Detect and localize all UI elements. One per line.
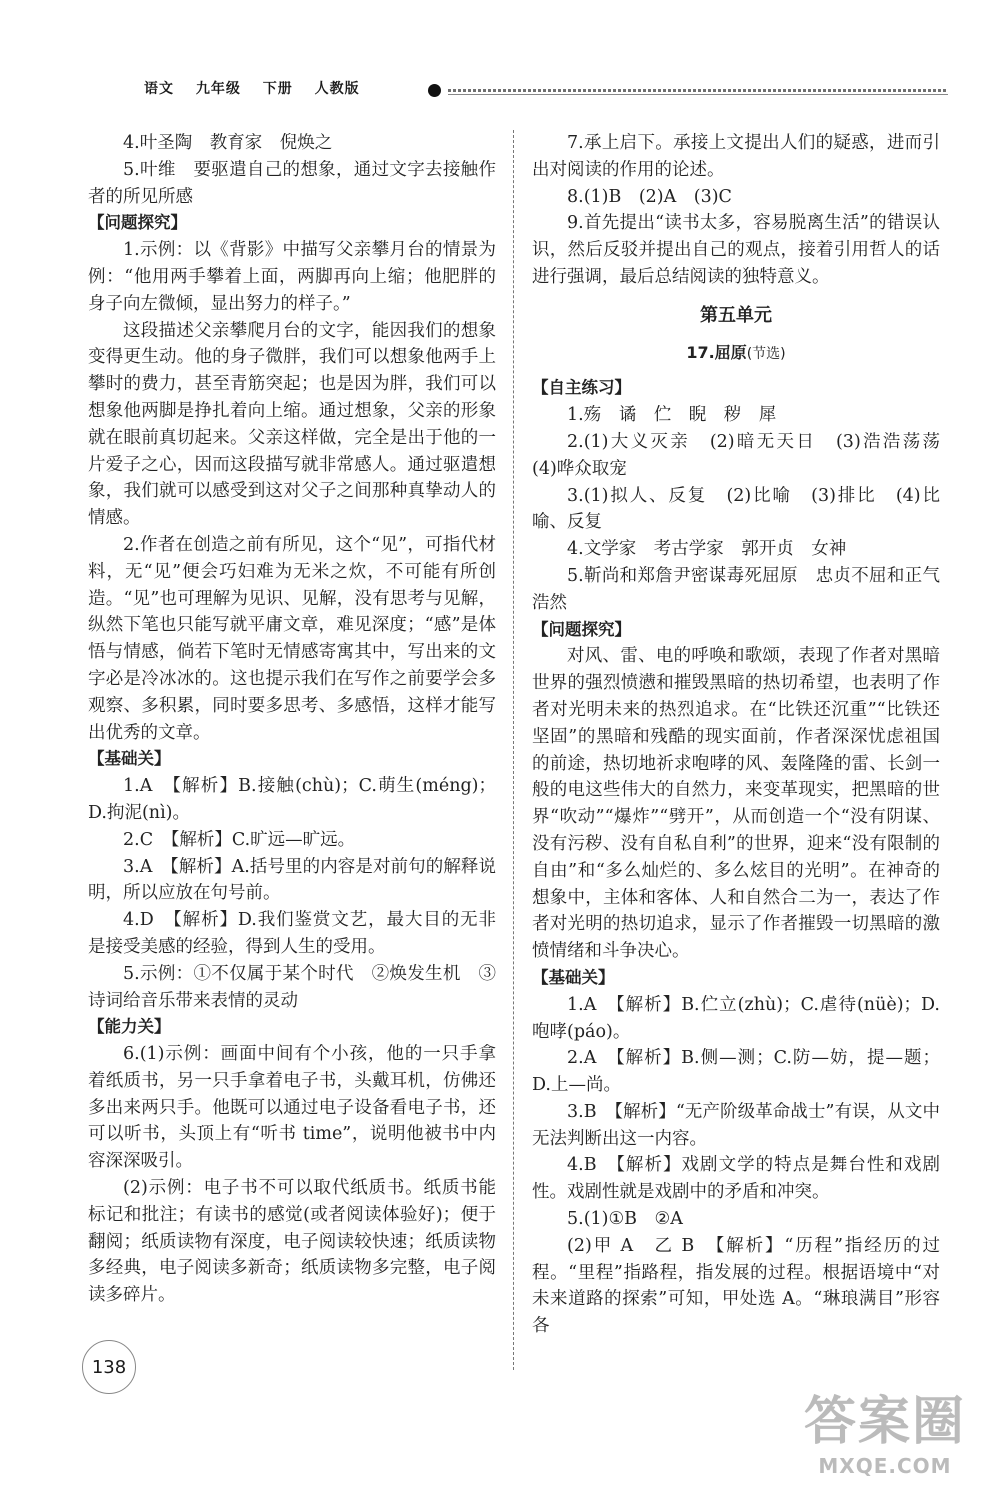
watermark-bottom: MXQE.COM bbox=[818, 1454, 952, 1478]
answer-paragraph: 4.D 【解析】D.我们鉴赏文艺，最大目的无非是接受美感的经验，得到人生的受用。 bbox=[88, 910, 496, 957]
answer-paragraph: 4.B 【解析】戏剧文学的特点是舞台性和戏剧性。戏剧性就是戏剧中的矛盾和冲突。 bbox=[532, 1155, 940, 1203]
answer-paragraph: 2.(1)大义灭亲 (2)暗无天日 (3)浩浩荡荡 (4)哗众取宠 bbox=[532, 431, 958, 479]
header-rule-thin bbox=[448, 94, 948, 95]
answer-paragraph: 9.首先提出“读书太多，容易脱离生活”的错误认识，然后反驳并提出自己的观点，接着引用哲人的话进行强调，最后总结阅读的独特意义。 bbox=[532, 213, 940, 287]
answer-paragraph: 这段描述父亲攀爬月台的文字，能因我们的想象变得更生动。他的身子微胖，我们可以想象他两手上攀时的费力，甚至青筋突起；也是因为胖，我们可以想象他两脚是挣扎着向上缩。通过想象，父亲的形象就在眼前真切起来。父亲这样做，完全是出于他的一片爱子之心，因而这段描写就非常感人。通过驱遣想象，我们就可以感受到这对父子之间那种真挚动人的情感。 bbox=[88, 320, 496, 529]
lesson-title bbox=[532, 340, 940, 368]
page-header bbox=[130, 76, 940, 104]
answer-paragraph: 7.承上启下。承接上文提出人们的疑惑，进而引出对阅读的作用的论述。 bbox=[532, 133, 940, 180]
header-rule bbox=[448, 89, 948, 92]
answer-paragraph: 4.文学家 考古学家 郭开贞 女神 bbox=[567, 539, 847, 560]
answer-paragraph: 2.作者在创造之前有所见，这个“见”，可指代材料，无“见”便会巧妇难为无米之炊，不可能有所创造。“见”也可理解为见识、见解，没有思考与见解，纵然下笔也只能写就平庸文章，难见深度；“感”是体悟与情感，倘若下笔时无情感寄寓其中，写出来的文字必是冷冰冰的。这也提示我们在写作之前要学会多观察、多积累，同时要多思考、多感悟，这样才能写出优秀的文章。 bbox=[88, 534, 496, 743]
section-heading: 【基础关】 bbox=[88, 749, 171, 769]
page-number: 138 bbox=[82, 1340, 136, 1394]
answer-paragraph: 1.A 【解析】B.接触(chù)；C.萌生(méng)；D.拘泥(nì)。 bbox=[88, 776, 496, 823]
answer-paragraph: 1.殇 谲 伫 睨 秽 犀 bbox=[567, 405, 777, 426]
answer-paragraph: 对风、雷、电的呼唤和歌颂，表现了作者对黑暗世界的强烈愤懑和摧毁黑暗的热切希望，也表明了作者对光明未来的热烈追求。在“比铁还沉重”“比铁还坚固”的黑暗和残酷的现实面前，作者深深忧虑祖国的前途，热切地祈求咆哮的风、轰隆隆的雷、长剑一般的电这些伟大的自然力，来变革现实，把黑暗的世界“吹动”“爆炸”“劈开”，从而创造一个“没有阴谋、没有污秽、没有自私自利”的世界，迎来“没有限制的自由”和“多么灿烂的、多么炫目的光明”。在神奇的想象中，主体和客体、人和自然合二为一，表达了作者对光明的热切追求，显示了作者摧毁一切黑暗的激愤情绪和斗争决心。 bbox=[532, 646, 940, 962]
section-heading: 【自主练习】 bbox=[532, 378, 631, 398]
unit-title: 第五单元 bbox=[700, 304, 772, 326]
header-grade: 九年级 bbox=[195, 81, 241, 97]
answer-paragraph: 5.靳尚和郑詹尹密谋毒死屈原 忠贞不屈和正气浩然 bbox=[532, 565, 940, 613]
section-heading: 【能力关】 bbox=[88, 1017, 171, 1037]
answer-paragraph: 3.B 【解析】“无产阶级革命战士”有误，从文中无法判断出这一内容。 bbox=[532, 1101, 940, 1149]
answer-paragraph: 3.(1)拟人、反复 (2)比喻 (3)排比 (4)比喻、反复 bbox=[532, 485, 940, 533]
watermark-logo bbox=[790, 1390, 980, 1490]
section-heading: 【问题探究】 bbox=[532, 619, 631, 639]
lesson-title-main: 17.屈原 bbox=[686, 342, 747, 362]
header-subject: 语文 bbox=[144, 81, 174, 97]
right-column bbox=[532, 130, 958, 1340]
answer-paragraph: 2.C 【解析】C.旷远—旷远。 bbox=[123, 829, 356, 850]
header-dot-icon bbox=[428, 84, 441, 97]
answer-paragraph: 6.(1)示例：画面中间有个小孩，他的一只手拿着纸质书，另一只手拿着电子书，头戴耳机，仿佛还多出来两只手。他既可以通过电子设备看电子书，还可以听书，头顶上有“听书 time”，说明他被书中内容深深吸引。 bbox=[88, 1044, 496, 1172]
answer-paragraph: 8.(1)B (2)A (3)C bbox=[567, 186, 732, 207]
answer-paragraph: 2.A 【解析】B.侧—测；C.防—妨，提—题；D.上—尚。 bbox=[532, 1048, 940, 1096]
left-column bbox=[88, 130, 496, 1309]
answer-paragraph: 3.A 【解析】A.括号里的内容是对前句的解释说明，所以应放在句号前。 bbox=[88, 856, 496, 904]
header-edition: 人教版 bbox=[314, 81, 360, 97]
section-heading: 【基础关】 bbox=[532, 967, 615, 987]
answer-paragraph: 4.叶圣陶 教育家 倪焕之 bbox=[123, 133, 333, 153]
column-divider bbox=[513, 130, 514, 1370]
answer-paragraph: 1.示例：以《背影》中描写父亲攀月台的情景为例：“他用两手攀着上面，两脚再向上缩；他肥胖的身子向左微倾，显出努力的样子。” bbox=[88, 240, 496, 314]
header-text bbox=[144, 78, 376, 98]
lesson-title-sub: (节选) bbox=[746, 345, 786, 362]
answer-paragraph: 1.A 【解析】B.伫立(zhù)；C.虐待(nüè)；D.咆哮(páo)。 bbox=[532, 994, 940, 1042]
answer-paragraph: 5.(1)①B ②A bbox=[567, 1209, 683, 1230]
answer-paragraph: 5.叶维 要驱遣自己的想象，通过文字去接触作者的所见所感 bbox=[88, 159, 496, 207]
answer-paragraph: (2)示例：电子书不可以取代纸质书。纸质书能标记和批注；有读书的感觉(或者阅读体验好)；便于翻阅；纸质读物有深度，电子阅读较快速；纸质读物多经典，电子阅读多新奇；纸质读物多完整，电子阅读多碎片。 bbox=[88, 1178, 496, 1306]
answer-paragraph: 5.示例：①不仅属于某个时代 ②焕发生机 ③诗词给音乐带来表情的灵动 bbox=[88, 963, 496, 1011]
header-volume: 下册 bbox=[262, 81, 293, 97]
answer-paragraph: (2)甲 A 乙 B 【解析】“历程”指经历的过程。“里程”指路程，指发展的过程。根据语境中“对未来道路的探索”可知，甲处选 A。“琳琅满目”形容各 bbox=[532, 1235, 940, 1337]
section-heading: 【问题探究】 bbox=[88, 213, 187, 233]
watermark-top: 答案圈 bbox=[803, 1392, 966, 1452]
